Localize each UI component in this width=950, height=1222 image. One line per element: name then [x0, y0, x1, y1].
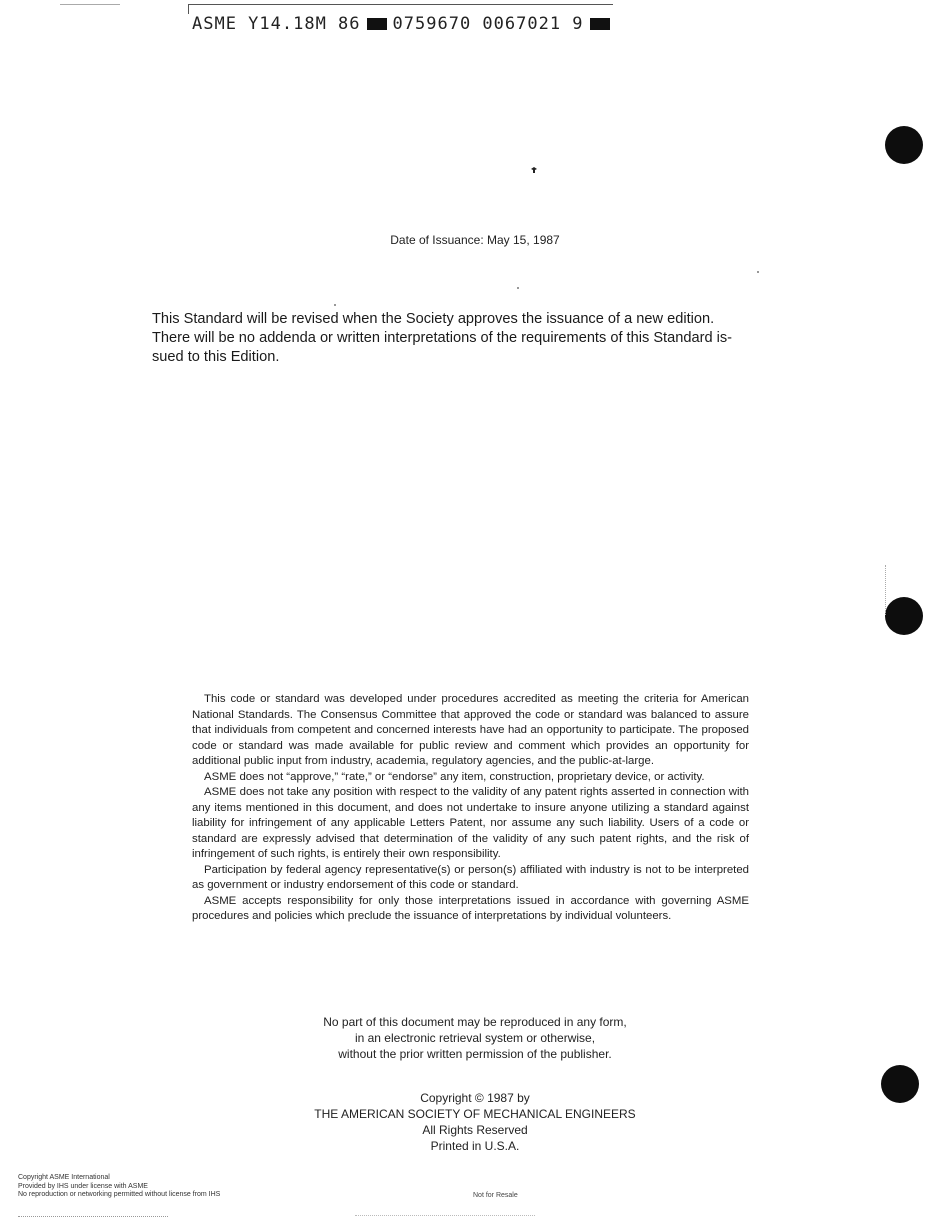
footer-line: Copyright ASME International	[18, 1174, 110, 1181]
scan-rule-top	[188, 4, 613, 5]
policy-statement	[192, 692, 749, 925]
publisher-name: THE AMERICAN SOCIETY OF MECHANICAL ENGINEERS	[314, 1107, 636, 1121]
reproduction-line: in an electronic retrieval system or otherwise,	[354, 1031, 596, 1045]
scan-speck	[757, 271, 759, 273]
scan-rule-tick	[188, 4, 189, 14]
date-of-issuance	[0, 233, 950, 247]
footer-line: Provided by IHS under license with ASME	[18, 1182, 148, 1190]
policy-paragraph: ASME accepts responsibility for only those interpretations issued in accordance with governing ASME procedures and policies which preclude the issuance of interpretations by individual volunteers.	[192, 894, 749, 922]
rights-line: All Rights Reserved	[422, 1123, 528, 1137]
scan-mark-icon	[531, 167, 537, 173]
copyright-line: Copyright © 1987 by	[420, 1091, 530, 1105]
scan-smudge	[355, 1205, 535, 1216]
reproduction-notice	[0, 1014, 950, 1062]
resale-notice: Not for Resale	[473, 1192, 518, 1199]
scan-speck	[334, 304, 336, 306]
punch-hole-middle	[885, 597, 923, 635]
policy-paragraph: ASME does not take any position with respect to the validity of any patent rights asserted in connection with any items mentioned in this document, and does not undertake to insure anyone utilizing a standard against liability for infringement of any applicable Letters Patent, nor assume any such liability. Users of a code or standard are expressly advised that determination of the validity of any such patent rights, and the risk of infringement of such rights, is entirely their own responsibility.	[192, 786, 749, 860]
scan-smudge	[18, 1208, 168, 1217]
code-standard: ASME Y14.18M 86	[192, 14, 361, 34]
policy-paragraph: ASME does not “approve,” “rate,” or “endorse” any item, construction, proprietary device, or activity.	[204, 770, 705, 783]
issuance-label: Date of Issuance:	[390, 233, 484, 247]
revision-notice	[152, 310, 792, 367]
scan-rule-left	[60, 4, 120, 5]
issuance-date: May 15, 1987	[487, 233, 560, 247]
reproduction-line: No part of this document may be reproduced in any form,	[323, 1015, 627, 1029]
revision-line: There will be no addenda or written interpretations of the requirements of this Standard is-	[152, 330, 733, 346]
code-serial: 0759670 0067021 9	[392, 14, 584, 34]
footer-line: No reproduction or networking permitted without license from IHS	[18, 1191, 221, 1199]
revision-line: sued to this Edition.	[152, 349, 280, 365]
document-code-header	[192, 14, 616, 34]
scan-speck	[517, 287, 519, 289]
revision-line: This Standard will be revised when the Society approves the issuance of a new edition.	[152, 311, 715, 327]
redaction-block-2	[590, 18, 610, 30]
reproduction-line: without the prior written permission of the publisher.	[338, 1047, 612, 1061]
punch-hole-top	[885, 126, 923, 164]
redaction-block-1	[367, 18, 387, 30]
printed-line: Printed in U.S.A.	[430, 1139, 520, 1153]
scan-dots	[885, 565, 887, 615]
policy-paragraph: This code or standard was developed under procedures accredited as meeting the criteria for American National Standards. The Consensus Committee that approved the code or standard was balanced to assure that individuals from competent and concerned interests have had an opportunity to participate. The proposed code or standard was made available for public review and comment which provides an opportunity for additional public input from industry, academia, regulatory agencies, and the public-at-large.	[192, 693, 749, 767]
copyright-block	[0, 1090, 950, 1154]
license-footer	[18, 1174, 220, 1200]
policy-paragraph: Participation by federal agency representative(s) or person(s) affiliated with industry is not to be interpreted as government or industry endorsement of this code or standard.	[192, 863, 749, 891]
